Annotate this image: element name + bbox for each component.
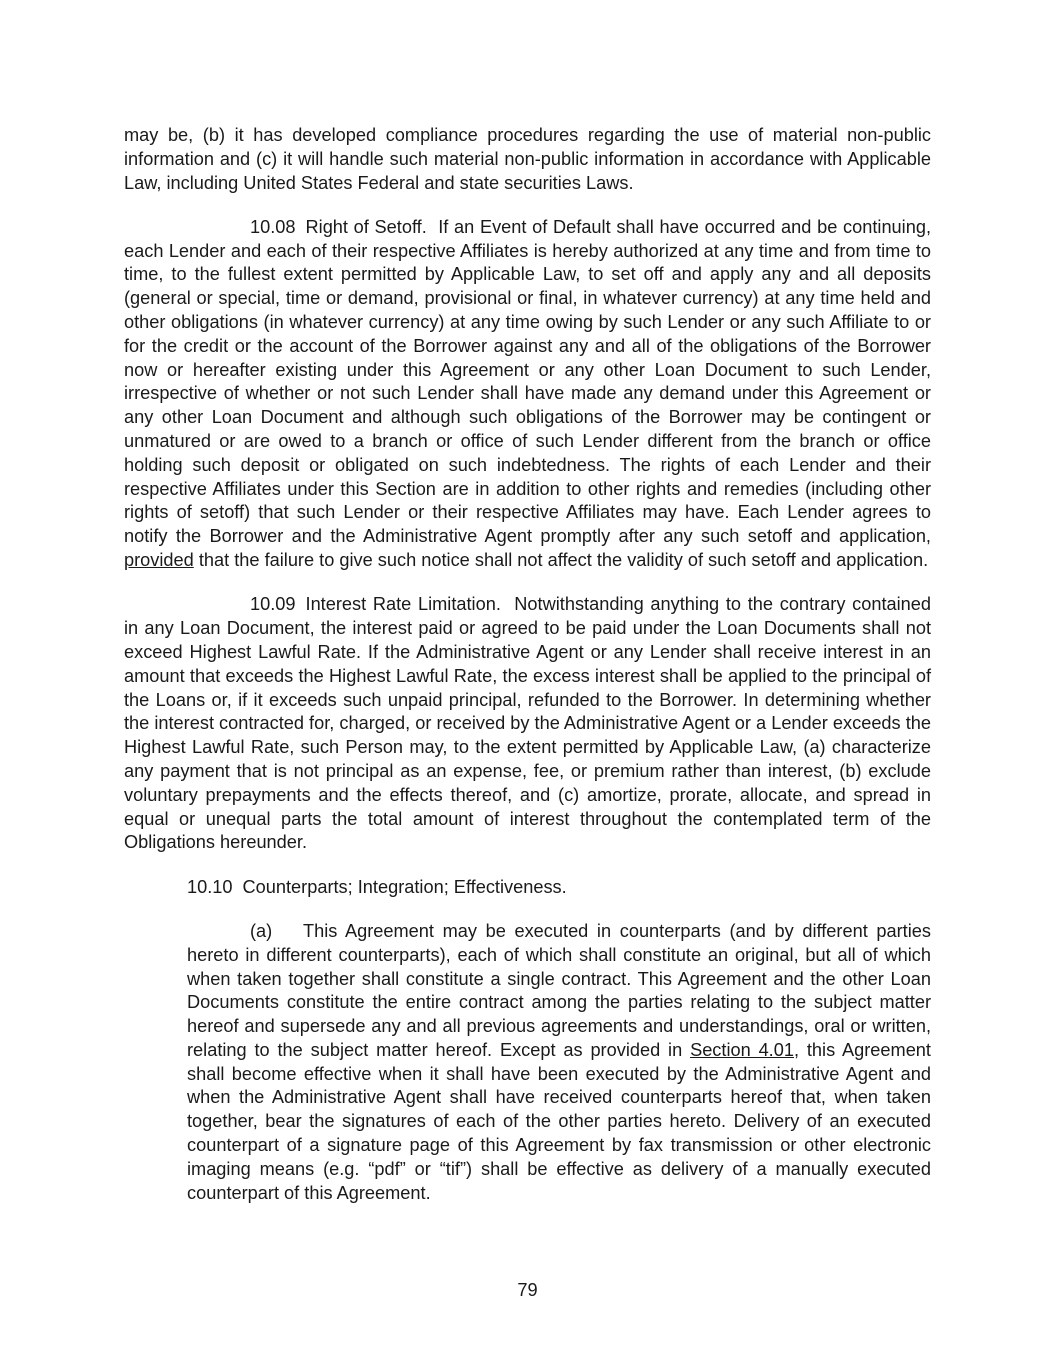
section-10-10-heading: [187, 876, 931, 900]
subsection-text: This Agreement may be executed in counterparts (and by different parties hereto in different counterparts), each of which shall constitute an original, but all of which when taken together shall constitute a single contract. This Agreement and the other Loan Documents constitute the entire contract among the parties relating to the subject matter hereof and supersede any and all previous agreements and understandings, oral or written, relating to the subject matter hereof. Except as provided in: [187, 920, 931, 1060]
section-title: Interest Rate Limitation.: [305, 594, 501, 615]
section-text: Notwithstanding anything to the contrary contained in any Loan Document, the interest paid or agreed to be paid under the Loan Documents shall not exceed Highest Lawful Rate. If the Administrative Agent or any Lender shall receive interest in an amount that exceeds the Highest Lawful Rate, the excess interest shall be applied to the principal of the Loans or, if it exceeds such unpaid principal, refunded to the Borrower. In determining whether the interest contracted for, charged, or received by the Administrative Agent or a Lender exceeds the Highest Lawful Rate, such Person may, to the extent permitted by Applicable Law, (a) characterize any payment that is not principal as an expense, fee, or premium rather than interest, (b) exclude voluntary prepayments and the effects thereof, and (c) amortize, prorate, allocate, and spread in equal or unequal parts the total amount of interest throughout the contemplated term of the Obligations hereunder.: [124, 594, 931, 853]
section-text-continued: that the failure to give such notice shall not affect the validity of such setoff and application.: [198, 550, 929, 571]
section-reference: Section 4.01: [690, 1039, 794, 1060]
subsection-text-continued: , this Agreement shall become effective when it shall have been executed by the Administrative Agent and when the Administrative Agent shall have received counterparts hereof that, when taken together, bear the signatures of each of the other parties hereto. Delivery of an executed counterpart of a signature page of this Agreement by fax transmission or other electronic imaging means (e.g. “pdf” or “tif”) shall be effective as delivery of a manually executed counterpart of this Agreement.: [187, 1039, 931, 1203]
section-10-10-a: [187, 920, 931, 1206]
subsection-label: (a): [250, 920, 273, 941]
page-number: 79: [517, 1280, 538, 1300]
section-text: If an Event of Default shall have occurred and be continuing, each Lender and each of their respective Affiliates is hereby authorized at any time and from time to time, to the fullest extent permitted by Applicable Law, to set off and apply any and all deposits (general or special, time or demand, provisional or final, in whatever currency) at any time held and other obligations (in whatever currency) at any time owing by such Lender or any such Affiliate to or for the credit or the account of the Borrower against any and all of the obligations of the Borrower now or hereafter existing under this Agreement or any other Loan Document to such Lender, irrespective of whether or not such Lender shall have made any demand under this Agreement or any other Loan Document and although such obligations of the Borrower may be contingent or unmatured or are owed to a branch or office of such Lender different from the branch or office holding such deposit or obligated on such indebtedness. The rights of each Lender and their respective Affiliates under this Section are in addition to other rights and remedies (including other rights of setoff) that such Lender or their respective Affiliates may have. Each Lender agrees to notify the Borrower and the Administrative Agent promptly after any such setoff and application,: [124, 216, 931, 547]
section-number: 10.09: [250, 594, 296, 615]
section-number: 10.10: [187, 876, 233, 897]
section-number: 10.08: [250, 216, 296, 237]
paragraph-continuation: may be, (b) it has developed compliance procedures regarding the use of material non-public information and (c) it will handle such material non-public information in accordance with Applicable Law, including United States Federal and state securities Laws.: [124, 125, 931, 193]
section-title: Counterparts; Integration; Effectiveness.: [242, 876, 567, 897]
document-page: [124, 124, 931, 1226]
section-title: Right of Setoff.: [305, 216, 427, 237]
provided-term: provided: [124, 550, 194, 571]
section-10-09: [124, 593, 931, 855]
section-10-08: [124, 216, 931, 573]
